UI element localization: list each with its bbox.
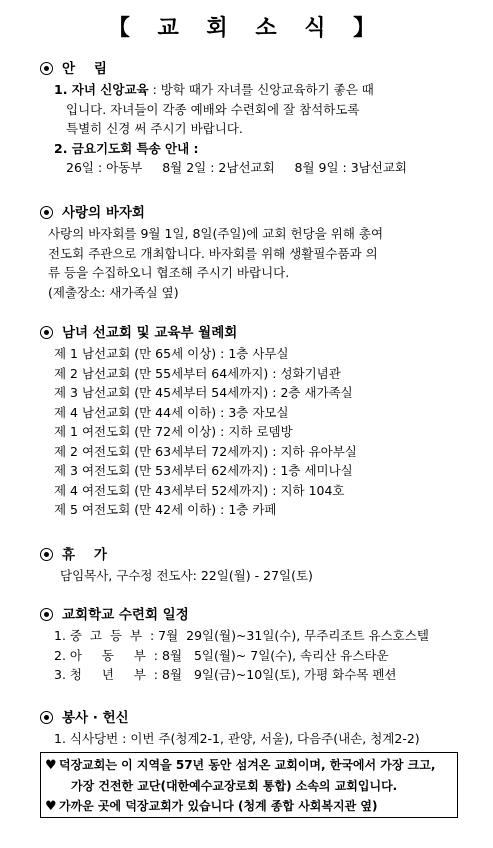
circle-bullet-icon xyxy=(40,608,53,621)
text-line: 입니다. 자녀들이 각종 예배와 수련회에 잘 참석하도록 xyxy=(66,101,360,117)
section-heading xyxy=(40,604,480,626)
list-item: 제 3 남선교회 (만 45세부터 54세까지) : 2층 새가족실 xyxy=(54,385,353,400)
notice-text: 덕장교회는 이 지역을 57년 동안 섬겨온 교회이며, 한국에서 가장 크고, xyxy=(59,758,436,772)
list-item: 제 4 여전도회 (만 43세부터 52세까지) : 지하 104호 xyxy=(54,482,345,498)
section-heading xyxy=(40,58,480,80)
heading-text: 봉사 · 헌신 xyxy=(62,710,129,726)
notice-text: 가까운 곳에 덕장교회가 있습니다 (청계 종합 사회복지관 옆) xyxy=(59,799,378,813)
heading-text: 교회학교 수련회 일정 xyxy=(62,607,189,623)
list-item: 제 2 남선교회 (만 55세부터 64세까지) : 성화기념관 xyxy=(54,365,341,381)
section-heading xyxy=(40,707,480,729)
circle-bullet-icon xyxy=(40,326,53,339)
text-line: 담임목사, 구수정 전도사: 22일(월) - 27일(토) xyxy=(60,568,313,583)
list-item: 제 3 여전도회 (만 53세부터 62세까지) : 1층 세미나실 xyxy=(54,463,353,478)
section-heading xyxy=(40,544,480,566)
heading-text: 사랑의 바자회 xyxy=(62,205,145,221)
heart-icon: ♥ xyxy=(45,758,57,773)
list-item: 제 1 남선교회 (만 65세 이상) : 1층 사무실 xyxy=(54,346,289,361)
text-line: 류 등을 수집하오니 협조해 주시기 바랍니다. xyxy=(48,265,290,280)
heading-text: 안 림 xyxy=(62,61,107,77)
list-item: 제 1 여전도회 (만 72세 이상) : 지하 로뎀방 xyxy=(54,424,293,439)
section-announcements xyxy=(40,58,480,178)
heading-text: 남녀 선교회 및 교육부 월례회 xyxy=(62,325,238,341)
circle-bullet-icon xyxy=(40,62,53,75)
text-line: 26일 : 아동부 8월 2일 : 2남선교회 8월 9일 : 3남선교회 xyxy=(66,160,407,175)
list-item: 1. 중 고 등 부 : 7월 29일(월)~31일(수), 무주리조트 유스호스텔 xyxy=(54,628,429,643)
text-line: 사랑의 바자회를 9월 1일, 8일(주일)에 교회 헌당을 위해 총여 xyxy=(48,226,384,241)
list-item: 2. 아 동 부 : 8월 5일(월)~ 7일(수), 속리산 유스타운 xyxy=(54,647,389,663)
notice-line: 가장 건전한 교단(대한예수교장로회 통합) 소속의 교회입니다. xyxy=(71,779,398,793)
section-bazaar xyxy=(40,202,480,302)
heart-icon: ♥ xyxy=(45,799,57,814)
list-item: 제 5 여전도회 (만 42세 이하) : 1층 카페 xyxy=(54,502,277,517)
text-line: 특별히 신경 써 주시기 바랍니다. xyxy=(66,121,243,136)
section-retreat xyxy=(40,604,480,685)
text-line: 전도회 주관으로 개최합니다. 바자회를 위해 생활필수품과 의 xyxy=(48,245,378,261)
circle-bullet-icon xyxy=(40,711,53,724)
section-vacation xyxy=(40,544,480,586)
list-item: 제 4 남선교회 (만 44세 이하) : 3층 자모실 xyxy=(54,404,289,420)
church-notice-box xyxy=(40,752,458,818)
section-service xyxy=(40,707,480,749)
circle-bullet-icon xyxy=(40,206,53,219)
list-item: 1. 식사당번 : 이번 주(청계2-1, 관양, 서울), 다음주(내손, 청계2-2) xyxy=(54,731,420,746)
notice-line xyxy=(45,796,453,817)
text-line: (제출장소: 새가족실 옆) xyxy=(48,284,179,300)
section-meetings xyxy=(40,322,480,520)
page-title: 【 교 회 소 식 】 xyxy=(107,16,386,41)
section-heading xyxy=(40,322,480,344)
item-text: : 방학 때가 자녀를 신앙교육하기 좋은 때 xyxy=(148,82,374,97)
circle-bullet-icon xyxy=(40,548,53,561)
notice-line xyxy=(45,755,453,776)
item-label: 1. 자녀 신앙교육 xyxy=(54,82,149,97)
list-item: 제 2 여전도회 (만 63세부터 72세까지) : 지하 유아부실 xyxy=(54,443,357,459)
section-heading xyxy=(40,202,480,224)
list-item: 3. 청 년 부 : 8월 9일(금)~10일(토), 가평 화수목 펜션 xyxy=(54,667,397,682)
announce-item-2: 2. 금요기도회 특송 안내 : xyxy=(54,140,199,156)
heading-text: 휴 가 xyxy=(62,547,107,563)
announce-item-1 xyxy=(40,80,480,100)
